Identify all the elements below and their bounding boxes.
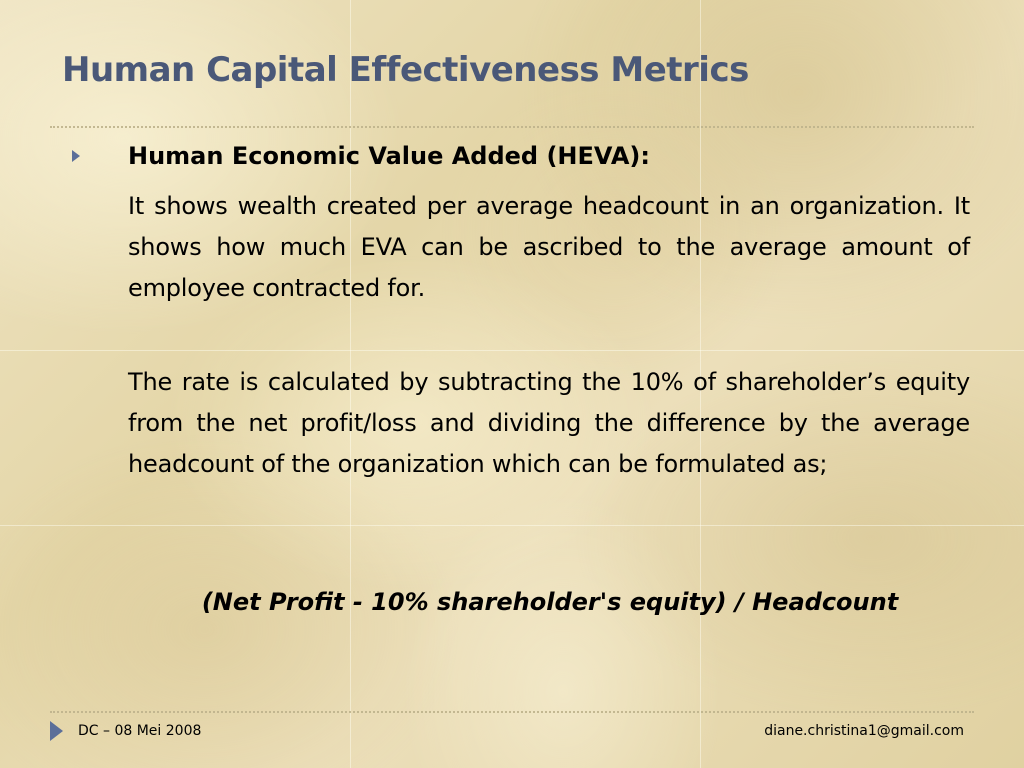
bullet-arrow-icon xyxy=(72,150,80,162)
formula: (Net Profit - 10% shareholder's equity) / Headcount xyxy=(201,588,899,616)
bullet-heading: Human Economic Value Added (HEVA): xyxy=(128,142,650,170)
footer-email: diane.christina1@gmail.com xyxy=(764,723,964,739)
paragraph-definition: It shows wealth created per average headcount in an organization. It shows how much EVA can be ascribed to the average amount of employee contracted for. xyxy=(128,192,970,302)
footer-date: DC – 08 Mei 2008 xyxy=(78,723,202,739)
slide-body xyxy=(128,138,970,485)
slide-title: Human Capital Effectiveness Metrics xyxy=(62,50,749,90)
paragraph-calculation: The rate is calculated by subtracting the 10% of shareholder’s equity from the net profit/loss and dividing the difference by the average headcount of the organization which can be formulated as; xyxy=(128,368,970,478)
title-divider xyxy=(50,126,974,128)
footer-arrow-icon xyxy=(50,721,63,741)
footer-divider xyxy=(50,711,974,713)
background-seam xyxy=(0,525,1024,526)
